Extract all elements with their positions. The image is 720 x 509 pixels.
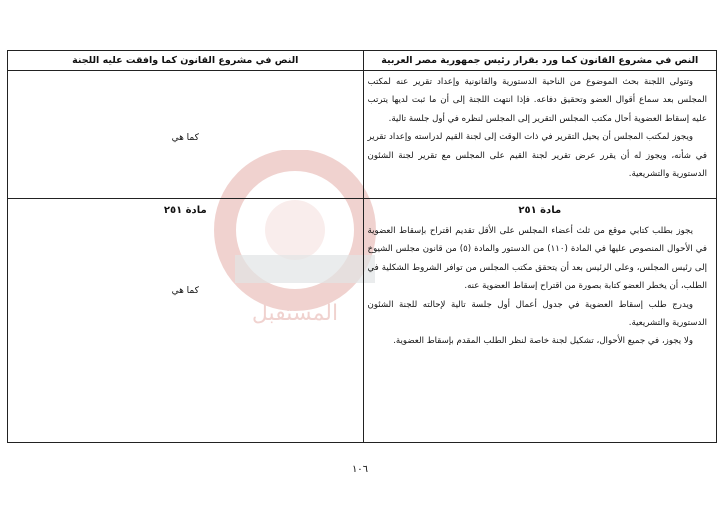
- row1-side-cell: [8, 71, 364, 199]
- table-row: [8, 199, 717, 443]
- header-side: النص في مشروع القانون كما وافقت عليه اللجنة: [8, 51, 364, 71]
- page-number: ١٠٦: [351, 464, 369, 475]
- row1-paragraph: وتتولى اللجنة بحث الموضوع من الناحية الدستورية والقانونية وإعداد تقرير عنه لمكتب المجلس بعد سماع أقوال العضو وتحقيق دفاعه. فإذا انتهت اللجنة إلى أن ما ثبت لديها يترتب عليه إسقاط العضوية أحال مكتب المجلس التقرير إلى المجلس لنظره في أول جلسة تالية.: [367, 77, 707, 124]
- row1-paragraph: ويجوز لمكتب المجلس أن يحيل التقرير في ذات الوقت إلى لجنة القيم لدراسته وإعداد تقرير في شأنه، ويجوز له أن يقرر عرض تقرير لجنة القيم على المجلس مع تقرير لجنة الشئون الدستورية والتشريعية.: [367, 132, 707, 180]
- comparison-table: [7, 50, 717, 443]
- row2-paragraph: ويدرج طلب إسقاط العضوية في جدول أعمال أول جلسة تالية لإحالته للجنة الشئون الدستورية والتشريعية.: [367, 299, 707, 329]
- watermark-text: المستقبل: [251, 301, 339, 326]
- row2-side-text: كما هي: [171, 286, 199, 296]
- article-title-main: مادة ٢٥١: [518, 205, 562, 216]
- row2-side-cell: [8, 199, 364, 443]
- header-main: النص في مشروع القانون كما ورد بقرار رئيس جمهورية مصر العربية: [363, 51, 716, 71]
- row2-paragraph: ولا يجوز، في جميع الأحوال، تشكيل لجنة خاصة لنظر الطلب المقدم بإسقاط العضوية.: [393, 336, 693, 347]
- row1-side-text: كما هي: [171, 133, 199, 143]
- row2-paragraph: يجوز بطلب كتابي موقع من ثلث أعضاء المجلس على الأقل تقديم اقتراح بإسقاط العضوية في الأحوال المنصوص عليها في المادة (١١٠) من الدستور والمادة (٥) من قانون مجلس الشيوخ إلى رئيس المجلس، وعلى الرئيس بعد أن يتحقق مكتب المجلس من توافر الشروط الشكلية في الطلب، أن يخطر العضو كتابة بصورة من اقتراح إسقاط العضوية عنه.: [367, 226, 708, 292]
- table-header-row: [8, 51, 717, 71]
- article-title-side: مادة ٢٥١: [163, 205, 207, 216]
- table-row: [8, 71, 717, 199]
- row2-main-cell: [363, 199, 716, 443]
- row1-main-cell: [363, 71, 716, 199]
